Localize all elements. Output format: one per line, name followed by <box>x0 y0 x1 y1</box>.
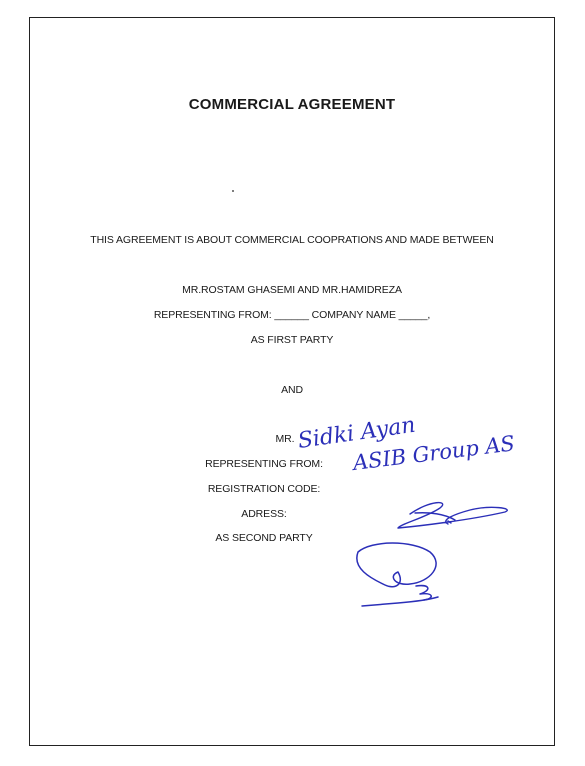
document-title: COMMERCIAL AGREEMENT <box>188 96 396 113</box>
handwritten-company: ASIB Group AS <box>351 431 517 475</box>
first-party-role: AS FIRST PARTY <box>250 334 334 346</box>
second-party-address: ADRESS: <box>241 508 287 520</box>
second-party-representing: REPRESENTING FROM: <box>205 458 323 470</box>
first-party-representing: REPRESENTING FROM: ______ COMPANY NAME _____, <box>153 309 431 321</box>
mr-prefix: MR. <box>275 433 295 445</box>
second-party-registration: REGISTRATION CODE: <box>207 483 321 495</box>
first-party-names: MR.ROSTAM GHASEMI AND MR.HAMIDREZA <box>182 284 402 296</box>
intro-text: THIS AGREEMENT IS ABOUT COMMERCIAL COOPRATIONS AND MADE BETWEEN <box>90 234 494 246</box>
agreement-page <box>29 17 555 746</box>
stray-dot <box>232 190 234 192</box>
and-conjunction: AND <box>281 384 303 396</box>
handwritten-name: Sidki Ayan <box>296 412 417 454</box>
second-party-mr <box>23 433 547 445</box>
second-party-role: AS SECOND PARTY <box>215 532 313 544</box>
